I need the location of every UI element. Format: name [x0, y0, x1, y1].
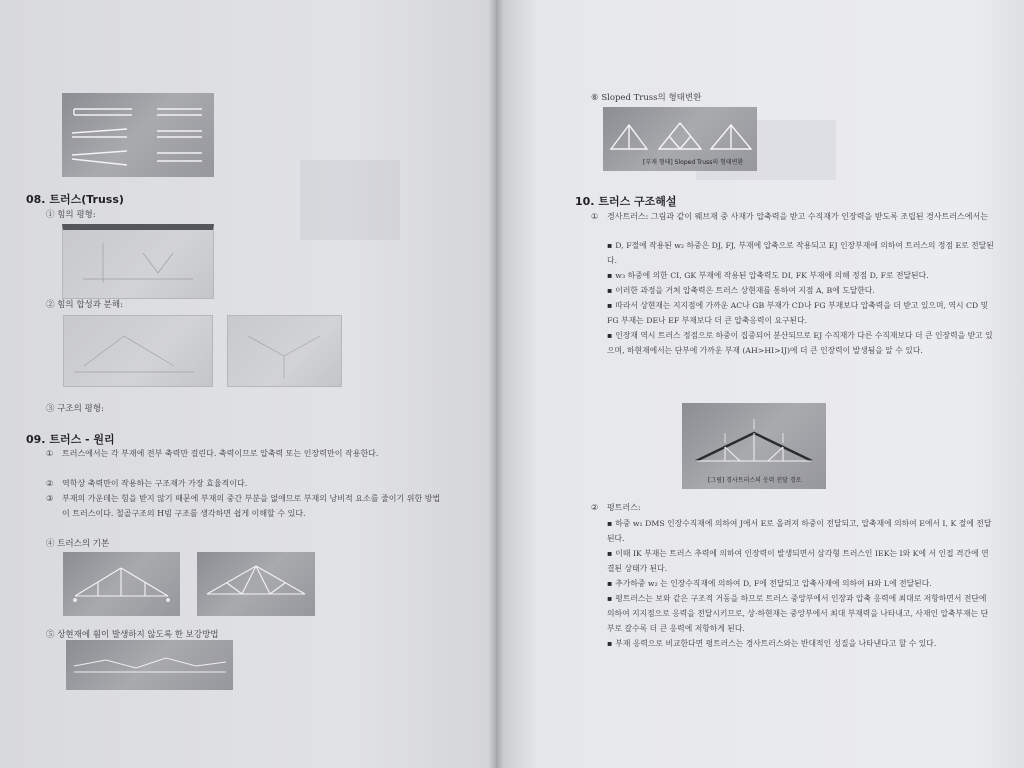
section-09-item-6: ⑥ Sloped Truss의 형태변환: [591, 93, 702, 103]
list-item: ▪ 따라서 상현재는 지지점에 가까운 AC나 GB 부재가 CD나 FG 부재보다 압축력을 더 받고 있으며, 역시 CD 및 FG 부재는 DE나 EF 부재보다 더 큰 압축응력이 요구된다.: [607, 298, 995, 328]
section-09-item-2: ② 역학상 축력만이 작용하는 구조재가 가장 효율적이다.: [46, 479, 248, 488]
list-item: ▪ 평트러스는 보와 같은 구조적 거동을 하므로 트러스 중앙부에서 인장과 압축 응력에 최대로 저항하면서 전단에 의하여 지지점으로 응력을 전달시키므로, 상·하현재는 중앙부에서 최대 부재력을 나타내고, 사재인 압축부재는 단부로 갈수록 더 큰 응력에 저항하게 된다.: [607, 591, 995, 636]
book-gutter: [488, 0, 504, 768]
list-item: ▪ D, F절에 작용된 w₂ 하중은 DJ, FJ, 부재에 압축으로 작용되고 EJ 인장부재에 의하여 트러스의 정점 E로 전달된다.: [607, 238, 995, 268]
stress-figure-caption: [그림] 경사트러스의 응력 전달 경로: [708, 477, 802, 484]
basic-truss-photo-2: [197, 552, 315, 616]
right-page: [496, 0, 1024, 768]
connection-detail-photo: [62, 93, 214, 177]
force-composition-sketch: [63, 315, 213, 387]
section-10-title: 10. 트러스 구조해설: [575, 195, 677, 208]
section-09-item-5: ⑤ 상현재에 휨이 발생하지 않도록 한 보강방법: [46, 630, 219, 640]
sloped-truss-stress-photo: [682, 403, 826, 489]
section-10-item-1: ① 경사트러스: 그림과 같이 웨브재 중 사재가 압축력을 받고 수직재가 인장력을 받도록 조립된 경사트러스에서는: [591, 212, 988, 221]
section-08-item-1: ① 힘의 평형:: [46, 210, 96, 220]
force-equilibrium-sketch: [62, 224, 214, 299]
list-item: ▪ 이때 IK 부재는 트러스 추력에 의하여 인장력이 발생되면서 삼각형 트러스인 IEK는 I와 K에 서 인접 격간에 연결된 상태가 된다.: [607, 546, 995, 576]
section-09-title: 09. 트러스 - 원리: [26, 433, 115, 446]
list-item: ▪ 인장재 역시 트러스 정점으로 하중이 집중되어 분산되므로 EJ 수직재가 다른 수직재보다 더 큰 인장력을 받고 있으며, 하현재에서는 단부에 가까운 부재 (AH>HI>IJ)에 더 큰 인장력이 발생됨을 알 수 있다.: [607, 328, 995, 358]
sloped-truss-caption: [부재 형태] Sloped Truss의 형태변환: [643, 159, 744, 166]
reinforcement-method-photo: [66, 640, 233, 690]
section-08-title: 08. 트러스(Truss): [26, 193, 124, 206]
list-item: ▪ 부재 응력으로 비교한다면 평트러스는 경사트러스와는 반대적인 성질을 나타낸다고 할 수 있다.: [607, 636, 995, 651]
list-item: ▪ 추가하중 w₂ 는 인장수직재에 의하여 D, F에 전달되고 압축사재에 의하여 H와 L에 전달된다.: [607, 576, 995, 591]
item-1-bullets: [607, 238, 995, 358]
section-09-item-4: ④ 트러스의 기본: [46, 539, 110, 549]
section-09-item-3: ③ 부재의 가운데는 힘을 받지 않기 때문에 부재의 중간 부분을 없애므로 부재의 낭비적 요소를 줄이기 위한 방법이 트러스이다. 철골구조의 H빔 구조를 생각하면 쉽게 이해할 수 있다.: [46, 494, 441, 518]
left-page: [0, 0, 496, 768]
list-item: ▪ 하중 w₁ DMS 인장수직재에 의하여 J에서 E로 올려져 하중이 전달되고, 압축재에 의하여 E에서 I, K 절에 전달된다.: [607, 516, 995, 546]
section-08-item-2: ② 힘의 합성과 분해:: [46, 300, 123, 310]
basic-truss-photo-1: [63, 552, 180, 616]
section-10-item-2: ② 평트러스:: [591, 503, 641, 512]
list-item: ▪ 이러한 과정을 거쳐 압축력은 트러스 상현재를 통하여 지점 A, B에 도달한다.: [607, 283, 995, 298]
section-08-item-3: ③ 구조의 평형:: [46, 404, 104, 414]
list-item: ▪ w₃ 하중에 의한 CI, GK 부재에 작용된 압축력도 DI, FK 부재에 의해 정점 D, F로 전달된다.: [607, 268, 995, 283]
sloped-truss-photo: [603, 107, 757, 171]
force-decomposition-sketch: [227, 315, 342, 387]
section-09-item-1: ① 트러스에서는 각 부재에 전부 축력만 걸린다. 축력이므로 압축력 또는 인장력만이 작용한다.: [46, 449, 379, 458]
item-2-bullets: [607, 516, 995, 651]
